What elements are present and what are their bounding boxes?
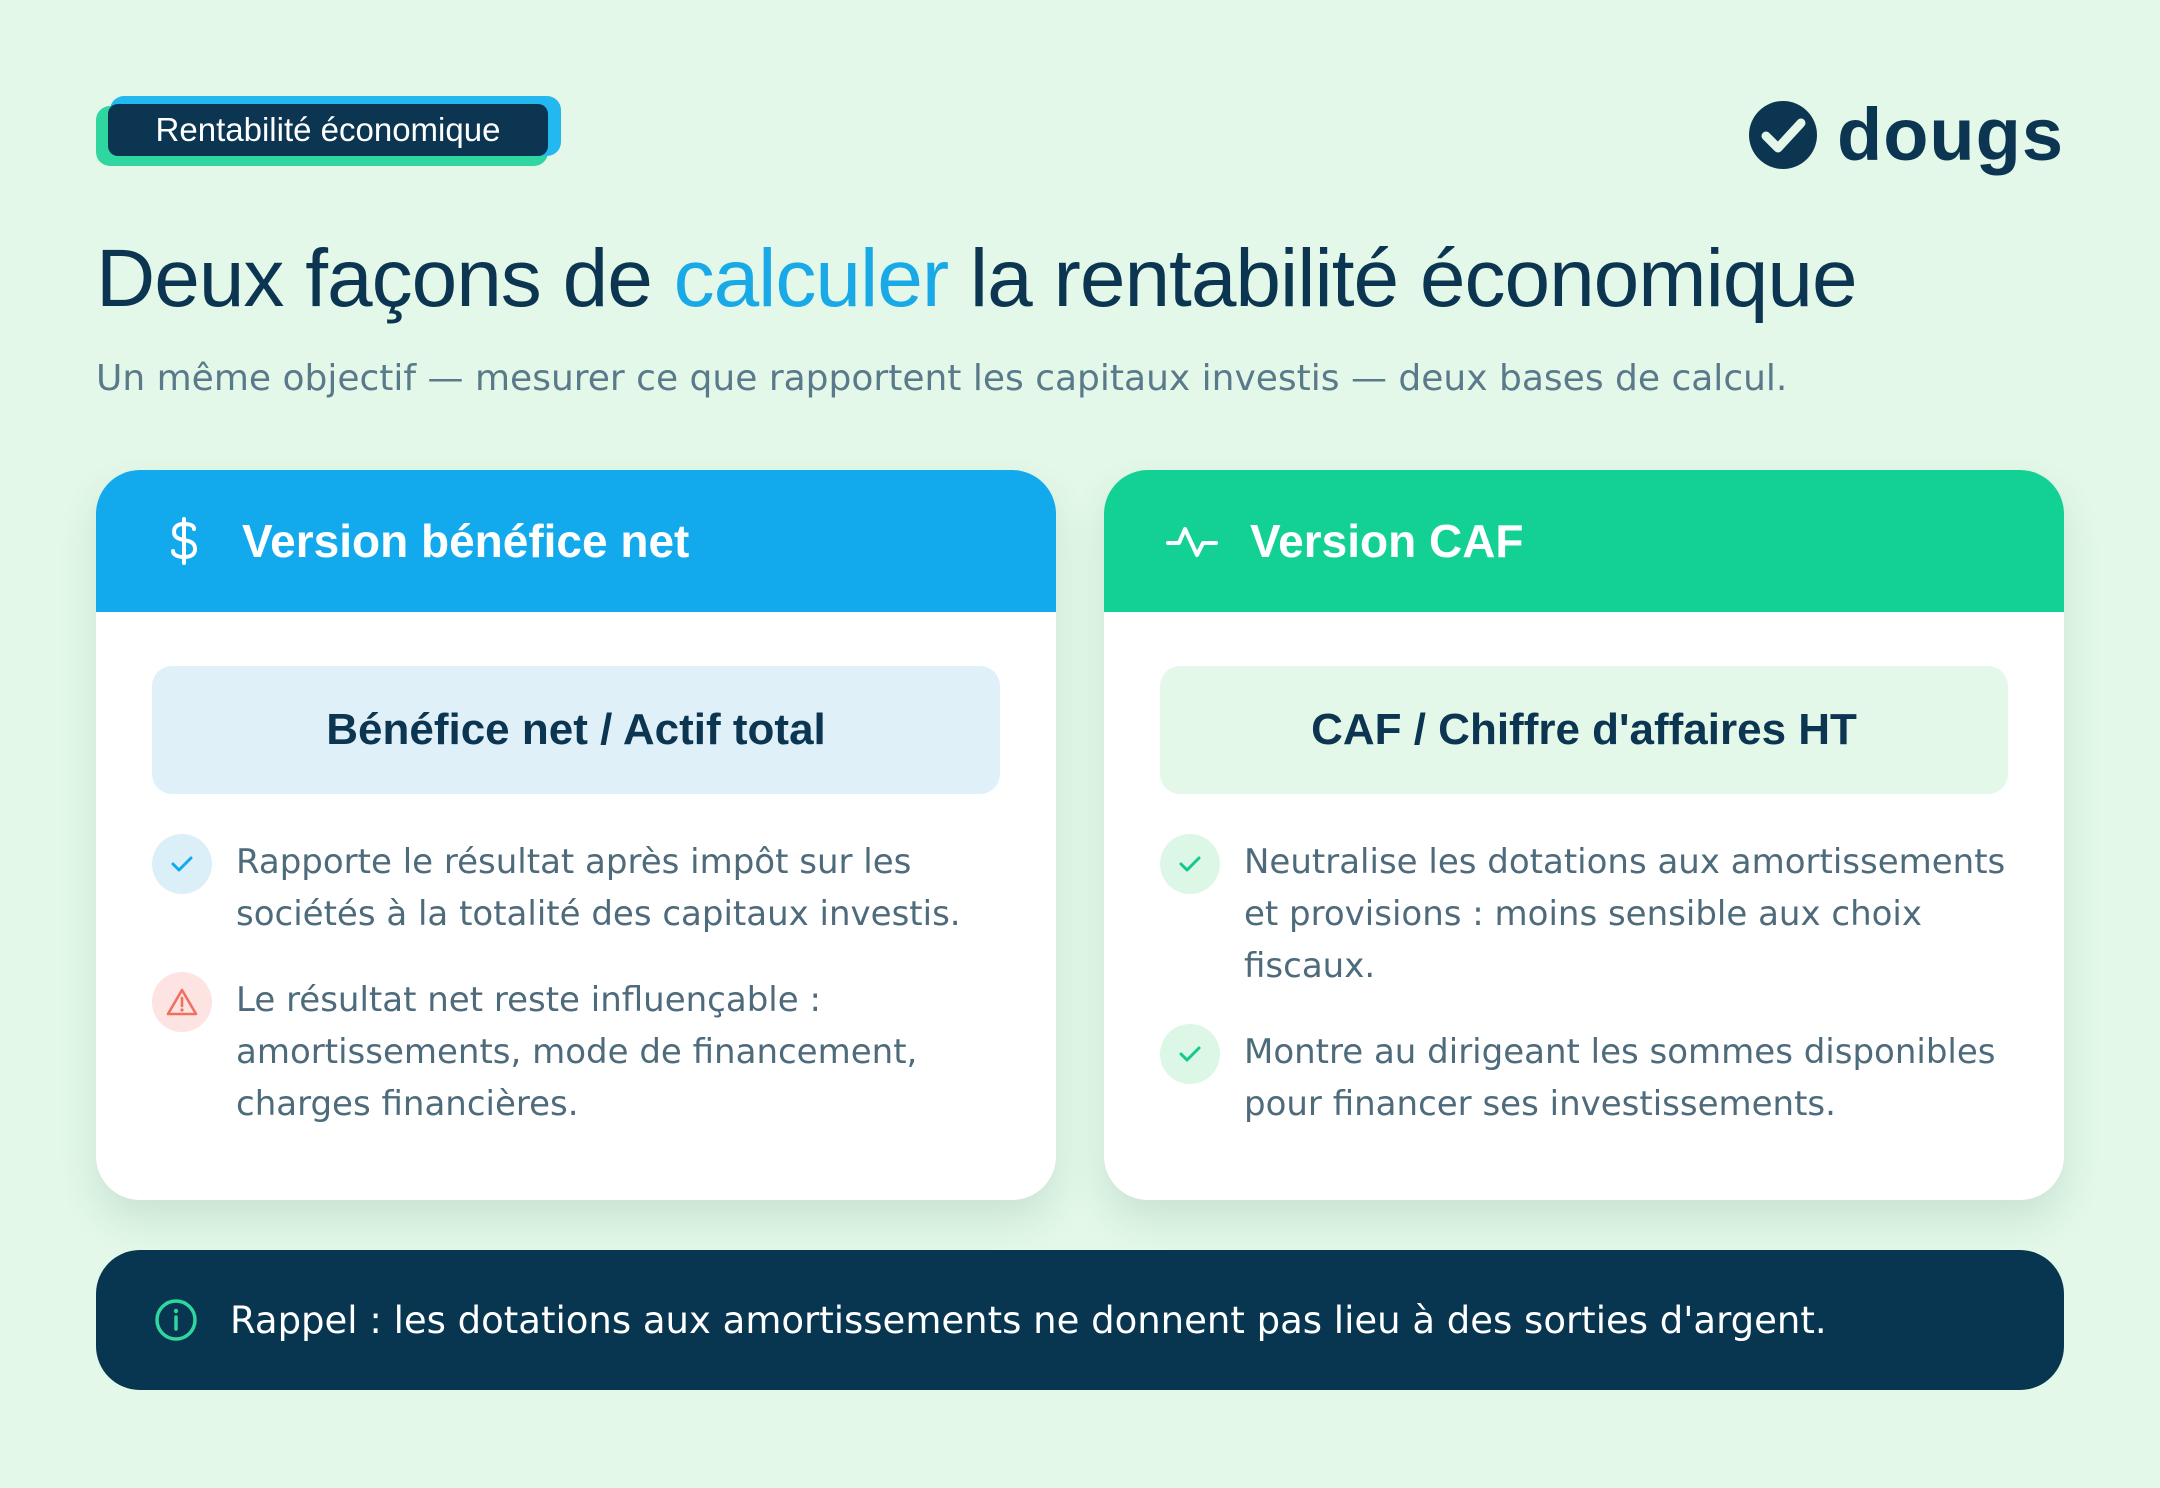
check-circle-icon: [1747, 99, 1819, 171]
title-part-2: la rentabilité économique: [948, 233, 1857, 324]
item-text: Montre au dirigeant les sommes disponibles pour financer ses investissements.: [1244, 1032, 1996, 1124]
list-item: [1160, 834, 2008, 992]
card-title: Version bénéfice net: [242, 515, 690, 567]
category-tag: [96, 96, 561, 169]
item-text: Le résultat net reste influençable : amortissements, mode de financement, charges financières.: [236, 980, 918, 1124]
card-title: Version CAF: [1250, 515, 1524, 567]
dougs-logo: [1747, 92, 2064, 177]
card-header: [96, 470, 1056, 612]
reminder-text: Rappel : les dotations aux amortissements ne donnent pas lieu à des sorties d'argent.: [230, 1298, 1827, 1342]
warning-badge: [152, 972, 212, 1032]
page-title: [96, 232, 1857, 326]
check-icon: [1173, 1037, 1207, 1071]
page-subtitle: Un même objectif — mesurer ce que rapportent les capitaux investis — deux bases de calcul.: [96, 358, 1788, 399]
activity-icon: [1164, 513, 1220, 569]
formula-box: CAF / Chiffre d'affaires HT: [1160, 666, 2008, 794]
card-header: [1104, 470, 2064, 612]
info-icon: [152, 1296, 200, 1344]
check-badge: [152, 834, 212, 894]
list-item: [152, 972, 1000, 1130]
title-part-1: Deux façons de: [96, 233, 674, 324]
dollar-icon: [156, 513, 212, 569]
item-text: Neutralise les dotations aux amortissements et provisions : moins sensible aux choix fiscaux.: [1244, 842, 2006, 986]
card-items: [152, 834, 1000, 1130]
warning-icon: [165, 985, 199, 1019]
logo-text: dougs: [1837, 93, 2064, 176]
check-badge: [1160, 1024, 1220, 1084]
reminder-banner: [96, 1250, 2064, 1390]
card-items: [1160, 834, 2008, 1130]
list-item: [1160, 1024, 2008, 1130]
title-highlight: calculer: [673, 233, 949, 324]
check-icon: [1173, 847, 1207, 881]
check-badge: [1160, 834, 1220, 894]
check-icon: [165, 847, 199, 881]
tag-label: Rentabilité économique: [108, 104, 548, 156]
item-text: Rapporte le résultat après impôt sur les sociétés à la totalité des capitaux investis.: [236, 842, 961, 934]
list-item: [152, 834, 1000, 940]
card-caf: [1104, 470, 2064, 1200]
card-benefice-net: [96, 470, 1056, 1200]
formula-box: Bénéfice net / Actif total: [152, 666, 1000, 794]
